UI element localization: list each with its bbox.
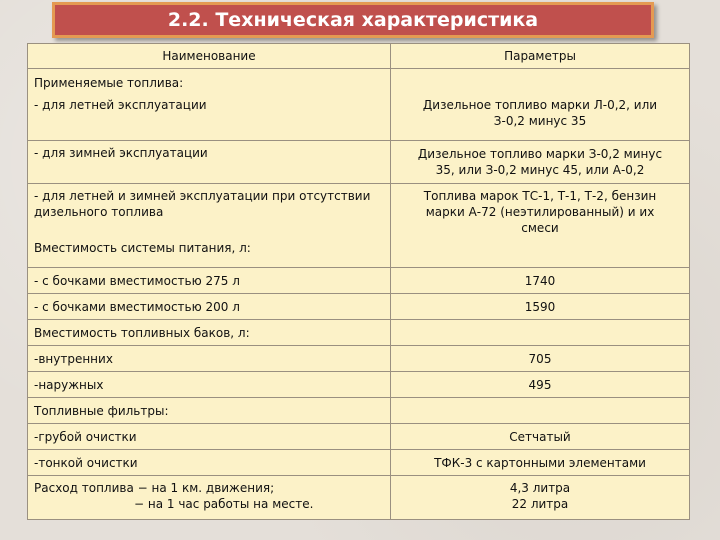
row-name: -наружных xyxy=(28,372,391,398)
row-value xyxy=(391,69,690,141)
row-name xyxy=(28,141,391,184)
row-value xyxy=(391,141,690,184)
table-row xyxy=(28,346,690,372)
table-row xyxy=(28,424,690,450)
table-row xyxy=(28,320,690,346)
row-value: Сетчатый xyxy=(391,424,690,450)
row-value: 1590 xyxy=(391,294,690,320)
row-name: - с бочками вместимостью 275 л xyxy=(28,268,391,294)
row-value-line: 4,3 литра xyxy=(509,481,571,495)
slide-title: 2.2. Техническая характеристика xyxy=(52,2,654,38)
row-name-line: - для летней и зимней эксплуатации при отсутствии дизельного топлива xyxy=(34,189,371,219)
row-value: 705 xyxy=(391,346,690,372)
row-value: 495 xyxy=(391,372,690,398)
table-row xyxy=(28,268,690,294)
row-name-line: Расход топлива − на 1 км. движения; xyxy=(34,481,275,495)
spec-table xyxy=(27,43,690,520)
row-value xyxy=(391,184,690,268)
row-value xyxy=(391,320,690,346)
row-value: ТФК-3 с картонными элементами xyxy=(391,450,690,476)
row-value xyxy=(391,398,690,424)
row-name-line: Применяемые топлива: xyxy=(34,76,184,90)
row-value-line: Топлива марок ТС-1, Т-1, Т-2, бензин марки А-72 (неэтилированный) и их смеси xyxy=(423,189,657,235)
row-name: -грубой очистки xyxy=(28,424,391,450)
table-row xyxy=(28,476,690,520)
row-name: Топливные фильтры: xyxy=(28,398,391,424)
table-row xyxy=(28,450,690,476)
row-name-line: - для зимней эксплуатации xyxy=(34,146,208,160)
table-row xyxy=(28,398,690,424)
table-row xyxy=(28,69,690,141)
header-params: Параметры xyxy=(391,44,690,69)
row-value-line: Дизельное топливо марки Л-0,2, или З-0,2 минус 35 xyxy=(422,98,658,128)
row-name: - с бочками вместимостью 200 л xyxy=(28,294,391,320)
row-name: -тонкой очистки xyxy=(28,450,391,476)
row-value xyxy=(391,476,690,520)
row-name xyxy=(28,476,391,520)
row-value-line: 22 литра xyxy=(511,497,569,511)
table-row xyxy=(28,294,690,320)
row-name: Вместимость топливных баков, л: xyxy=(28,320,391,346)
table-row xyxy=(28,372,690,398)
row-name-line: - для летней эксплуатации xyxy=(34,98,207,112)
row-value-line: Дизельное топливо марки З-0,2 минус 35, или З-0,2 минус 45, или А-0,2 xyxy=(417,147,663,177)
table-header-row xyxy=(28,44,690,69)
row-name xyxy=(28,184,391,268)
table-row xyxy=(28,141,690,184)
row-name-line: Вместимость системы питания, л: xyxy=(34,241,251,255)
row-name: -внутренних xyxy=(28,346,391,372)
row-name-line: − на 1 час работы на месте. xyxy=(134,497,314,511)
row-name xyxy=(28,69,391,141)
header-name: Наименование xyxy=(28,44,391,69)
table-row xyxy=(28,184,690,268)
row-value: 1740 xyxy=(391,268,690,294)
